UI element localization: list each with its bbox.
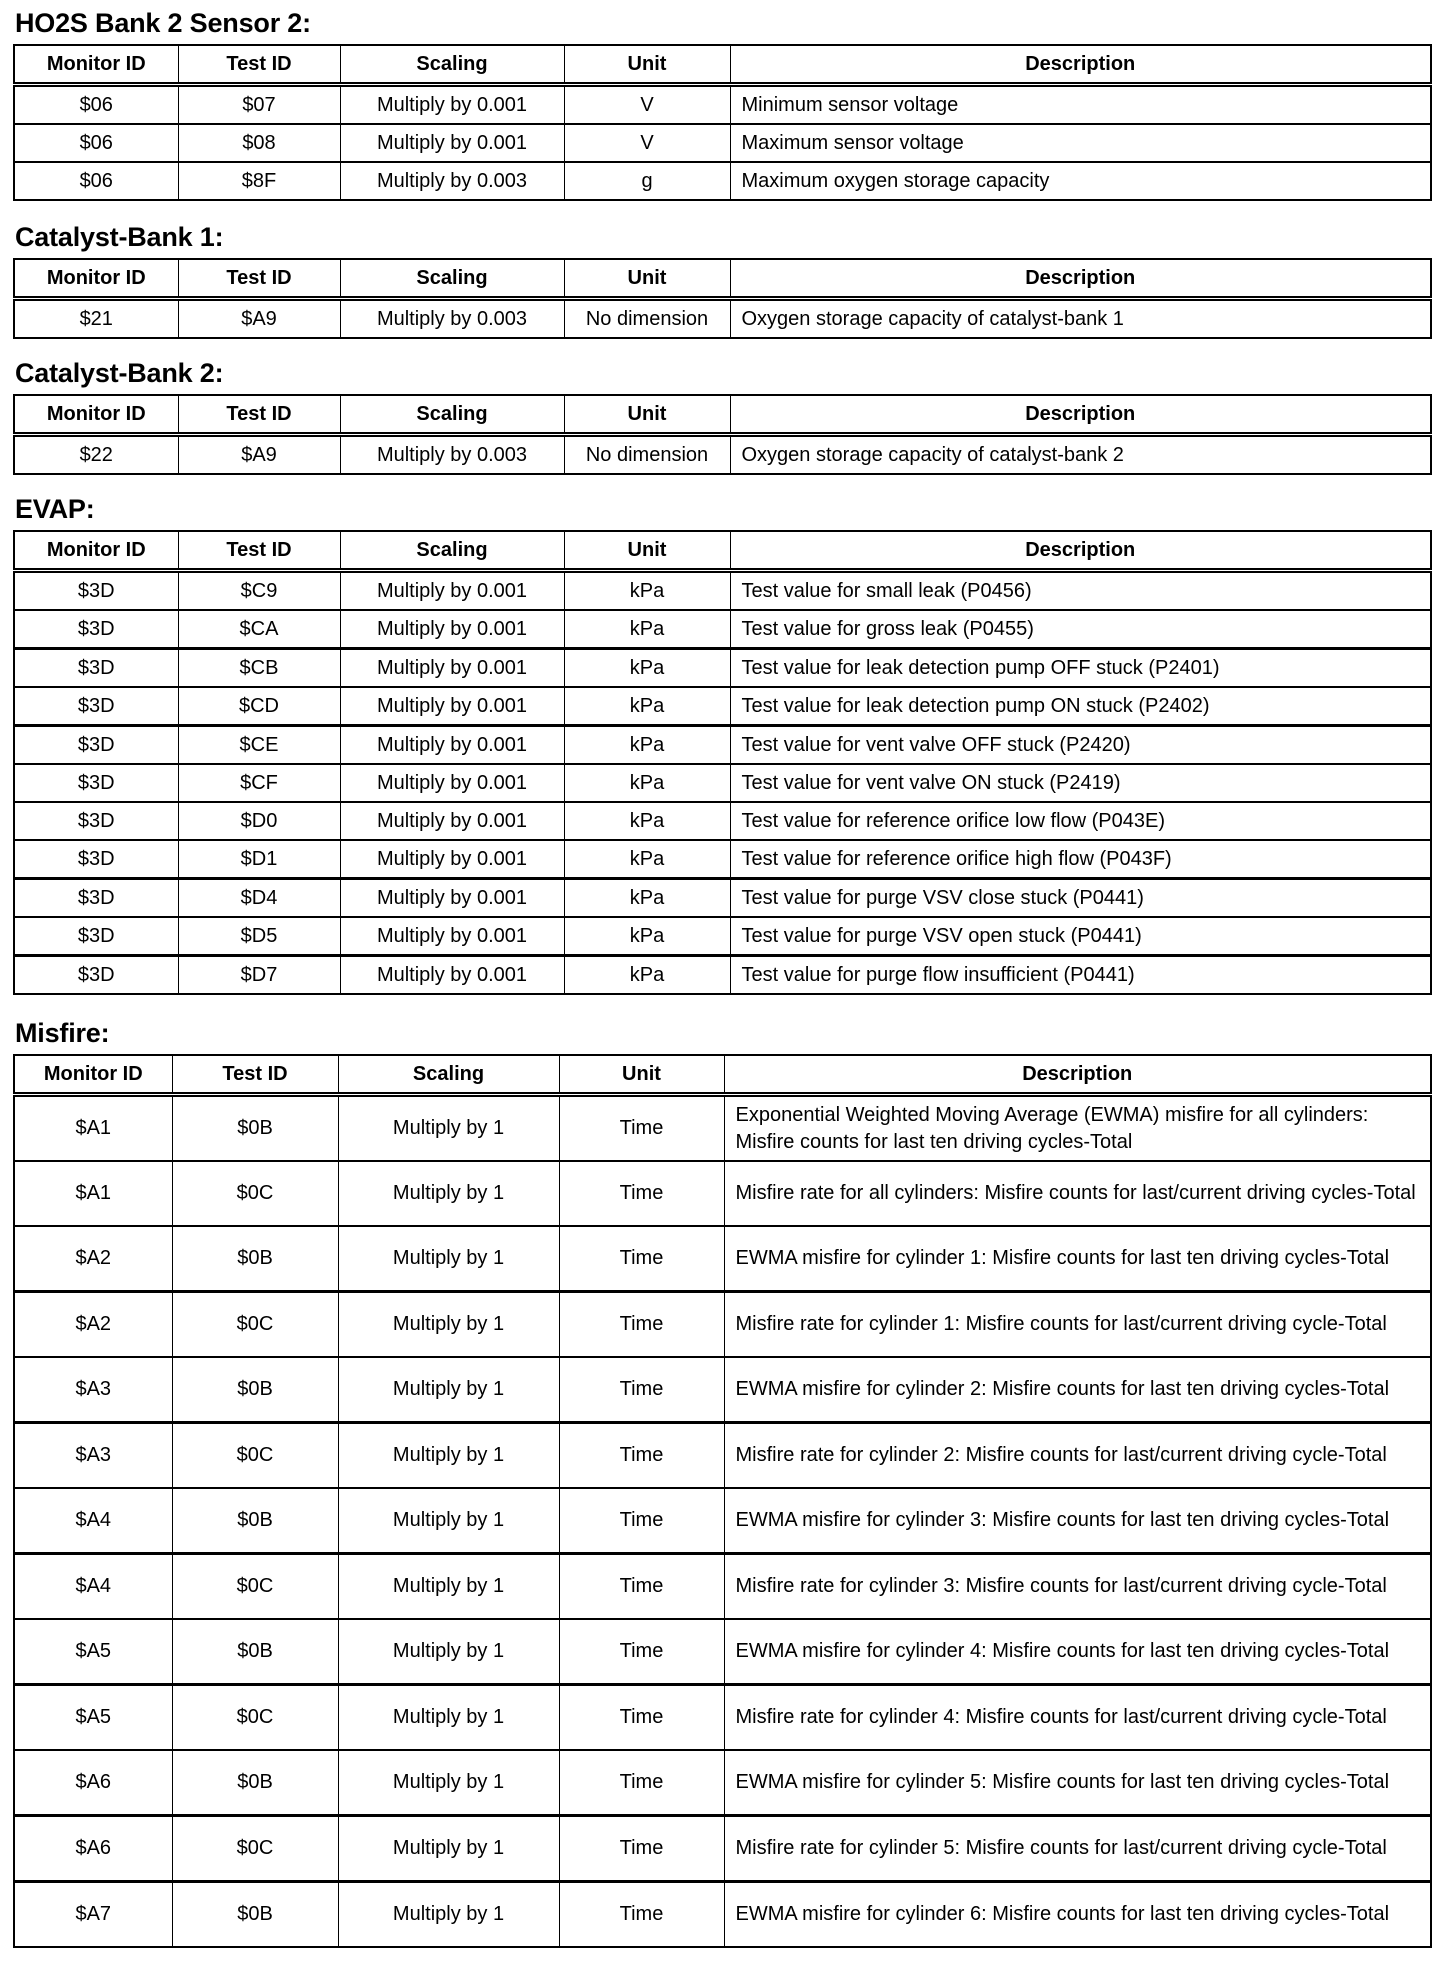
column-header-description: Description: [730, 395, 1431, 435]
cell-test-id: $0B: [172, 1882, 338, 1948]
monitor-test-table: [13, 394, 1432, 475]
section-title: Misfire:: [15, 1018, 110, 1048]
cell-test-id: $CF: [178, 764, 340, 802]
cell-unit: Time: [559, 1357, 724, 1423]
cell-description: Test value for purge VSV open stuck (P0441): [730, 917, 1431, 956]
cell-monitor-id: $A2: [14, 1226, 172, 1292]
cell-scaling: Multiply by 1: [338, 1750, 559, 1816]
table-row: [14, 1357, 1431, 1423]
cell-test-id: $CD: [178, 687, 340, 726]
cell-description: Misfire rate for all cylinders: Misfire counts for last/current driving cycles-Total: [724, 1161, 1431, 1226]
cell-description: Exponential Weighted Moving Average (EWMA) misfire for all cylinders: Misfire counts for last ten driving cycles-Total: [724, 1095, 1431, 1162]
cell-unit: g: [564, 162, 730, 200]
table-header-row: [14, 45, 1431, 85]
cell-unit: kPa: [564, 610, 730, 649]
cell-scaling: Multiply by 0.001: [340, 764, 564, 802]
cell-monitor-id: $06: [14, 124, 178, 162]
cell-description: EWMA misfire for cylinder 2: Misfire counts for last ten driving cycles-Total: [724, 1357, 1431, 1423]
cell-monitor-id: $3D: [14, 687, 178, 726]
cell-description: Test value for vent valve ON stuck (P2419): [730, 764, 1431, 802]
table-row: [14, 802, 1431, 840]
cell-test-id: $D4: [178, 879, 340, 918]
cell-monitor-id: $3D: [14, 879, 178, 918]
column-header-test-id: Test ID: [178, 531, 340, 571]
table-row: [14, 1226, 1431, 1292]
cell-unit: Time: [559, 1292, 724, 1358]
table-row: [14, 879, 1431, 918]
table-row: [14, 571, 1431, 611]
table-row: [14, 1750, 1431, 1816]
table-row: [14, 1554, 1431, 1620]
cell-scaling: Multiply by 0.001: [340, 917, 564, 956]
cell-test-id: $0C: [172, 1685, 338, 1751]
section-title: Catalyst-Bank 1:: [15, 222, 224, 252]
cell-monitor-id: $3D: [14, 726, 178, 765]
column-header-unit: Unit: [564, 45, 730, 85]
column-header-unit: Unit: [564, 395, 730, 435]
section-title: Catalyst-Bank 2:: [15, 358, 224, 388]
monitor-test-table: [13, 530, 1432, 995]
cell-test-id: $08: [178, 124, 340, 162]
cell-scaling: Multiply by 0.001: [340, 956, 564, 995]
column-header-description: Description: [730, 45, 1431, 85]
cell-test-id: $0B: [172, 1488, 338, 1554]
monitor-test-table: [13, 44, 1432, 201]
table-row: [14, 85, 1431, 125]
table-row: [14, 1095, 1431, 1162]
cell-scaling: Multiply by 1: [338, 1292, 559, 1358]
table-row: [14, 1161, 1431, 1226]
cell-monitor-id: $22: [14, 435, 178, 475]
cell-monitor-id: $A2: [14, 1292, 172, 1358]
table-row: [14, 687, 1431, 726]
cell-unit: kPa: [564, 956, 730, 995]
table-row: [14, 1488, 1431, 1554]
cell-monitor-id: $3D: [14, 764, 178, 802]
cell-unit: Time: [559, 1488, 724, 1554]
cell-description: Test value for reference orifice low flow (P043E): [730, 802, 1431, 840]
cell-scaling: Multiply by 1: [338, 1095, 559, 1162]
column-header-test-id: Test ID: [178, 259, 340, 299]
column-header-scaling: Scaling: [338, 1055, 559, 1095]
cell-description: Test value for small leak (P0456): [730, 571, 1431, 611]
cell-scaling: Multiply by 1: [338, 1619, 559, 1685]
cell-description: Test value for reference orifice high flow (P043F): [730, 840, 1431, 879]
cell-scaling: Multiply by 0.001: [340, 610, 564, 649]
section-ho2s-bank2-sensor2: [13, 8, 1430, 201]
cell-description: Misfire rate for cylinder 5: Misfire counts for last/current driving cycle-Total: [724, 1816, 1431, 1882]
cell-description: Test value for purge VSV close stuck (P0441): [730, 879, 1431, 918]
table-row: [14, 1685, 1431, 1751]
cell-monitor-id: $A6: [14, 1816, 172, 1882]
section-title: HO2S Bank 2 Sensor 2:: [15, 8, 311, 38]
cell-test-id: $0C: [172, 1816, 338, 1882]
cell-monitor-id: $06: [14, 162, 178, 200]
cell-unit: Time: [559, 1554, 724, 1620]
cell-test-id: $CB: [178, 649, 340, 688]
cell-scaling: Multiply by 0.001: [340, 687, 564, 726]
cell-monitor-id: $3D: [14, 571, 178, 611]
cell-description: Maximum sensor voltage: [730, 124, 1431, 162]
column-header-description: Description: [724, 1055, 1431, 1095]
cell-unit: Time: [559, 1095, 724, 1162]
cell-test-id: $0C: [172, 1161, 338, 1226]
cell-monitor-id: $A4: [14, 1488, 172, 1554]
column-header-unit: Unit: [559, 1055, 724, 1095]
cell-scaling: Multiply by 0.001: [340, 726, 564, 765]
table-row: [14, 764, 1431, 802]
cell-test-id: $C9: [178, 571, 340, 611]
cell-monitor-id: $A1: [14, 1095, 172, 1162]
cell-scaling: Multiply by 1: [338, 1816, 559, 1882]
cell-description: Minimum sensor voltage: [730, 85, 1431, 125]
cell-test-id: $0C: [172, 1423, 338, 1489]
cell-test-id: $0B: [172, 1619, 338, 1685]
column-header-monitor-id: Monitor ID: [14, 531, 178, 571]
cell-description: EWMA misfire for cylinder 3: Misfire counts for last ten driving cycles-Total: [724, 1488, 1431, 1554]
table-row: [14, 1882, 1431, 1948]
table-header-row: [14, 259, 1431, 299]
cell-unit: Time: [559, 1226, 724, 1292]
cell-description: Misfire rate for cylinder 4: Misfire counts for last/current driving cycle-Total: [724, 1685, 1431, 1751]
column-header-scaling: Scaling: [340, 395, 564, 435]
cell-scaling: Multiply by 0.001: [340, 124, 564, 162]
table-row: [14, 956, 1431, 995]
cell-description: Misfire rate for cylinder 3: Misfire counts for last/current driving cycle-Total: [724, 1554, 1431, 1620]
cell-test-id: $CA: [178, 610, 340, 649]
section-misfire: [13, 1018, 1430, 1948]
cell-monitor-id: $3D: [14, 956, 178, 995]
cell-unit: Time: [559, 1882, 724, 1948]
cell-unit: kPa: [564, 764, 730, 802]
table-header-row: [14, 395, 1431, 435]
cell-unit: No dimension: [564, 435, 730, 475]
table-row: [14, 840, 1431, 879]
table-row: [14, 124, 1431, 162]
table-row: [14, 162, 1431, 200]
cell-unit: Time: [559, 1750, 724, 1816]
cell-scaling: Multiply by 1: [338, 1882, 559, 1948]
column-header-unit: Unit: [564, 259, 730, 299]
cell-test-id: $0B: [172, 1226, 338, 1292]
cell-description: EWMA misfire for cylinder 4: Misfire counts for last ten driving cycles-Total: [724, 1619, 1431, 1685]
cell-test-id: $8F: [178, 162, 340, 200]
cell-unit: Time: [559, 1161, 724, 1226]
cell-scaling: Multiply by 1: [338, 1554, 559, 1620]
cell-test-id: $0B: [172, 1357, 338, 1423]
cell-description: Misfire rate for cylinder 2: Misfire counts for last/current driving cycle-Total: [724, 1423, 1431, 1489]
cell-test-id: $07: [178, 85, 340, 125]
cell-unit: Time: [559, 1423, 724, 1489]
cell-unit: kPa: [564, 687, 730, 726]
column-header-monitor-id: Monitor ID: [14, 395, 178, 435]
cell-description: Test value for leak detection pump OFF stuck (P2401): [730, 649, 1431, 688]
cell-test-id: $CE: [178, 726, 340, 765]
cell-test-id: $0B: [172, 1750, 338, 1816]
table-row: [14, 917, 1431, 956]
cell-monitor-id: $3D: [14, 649, 178, 688]
column-header-unit: Unit: [564, 531, 730, 571]
cell-scaling: Multiply by 0.001: [340, 649, 564, 688]
cell-scaling: Multiply by 1: [338, 1357, 559, 1423]
cell-test-id: $A9: [178, 299, 340, 339]
cell-monitor-id: $A5: [14, 1619, 172, 1685]
cell-test-id: $D0: [178, 802, 340, 840]
table-row: [14, 649, 1431, 688]
cell-description: EWMA misfire for cylinder 6: Misfire counts for last ten driving cycles-Total: [724, 1882, 1431, 1948]
cell-unit: V: [564, 124, 730, 162]
cell-test-id: $D7: [178, 956, 340, 995]
column-header-description: Description: [730, 531, 1431, 571]
cell-unit: No dimension: [564, 299, 730, 339]
section-catalyst-bank2: [13, 358, 1430, 475]
cell-monitor-id: $3D: [14, 840, 178, 879]
cell-unit: kPa: [564, 571, 730, 611]
table-row: [14, 726, 1431, 765]
table-header-row: [14, 1055, 1431, 1095]
cell-scaling: Multiply by 0.001: [340, 571, 564, 611]
table-row: [14, 1816, 1431, 1882]
cell-test-id: $D1: [178, 840, 340, 879]
cell-monitor-id: $3D: [14, 802, 178, 840]
column-header-test-id: Test ID: [178, 45, 340, 85]
table-row: [14, 299, 1431, 339]
cell-monitor-id: $3D: [14, 917, 178, 956]
cell-description: Test value for vent valve OFF stuck (P2420): [730, 726, 1431, 765]
table-row: [14, 1292, 1431, 1358]
section-title: EVAP:: [15, 494, 95, 524]
cell-description: Test value for leak detection pump ON stuck (P2402): [730, 687, 1431, 726]
cell-unit: kPa: [564, 726, 730, 765]
cell-test-id: $0C: [172, 1292, 338, 1358]
cell-scaling: Multiply by 0.003: [340, 435, 564, 475]
table-header-row: [14, 531, 1431, 571]
section-catalyst-bank1: [13, 222, 1430, 339]
cell-monitor-id: $A4: [14, 1554, 172, 1620]
cell-unit: kPa: [564, 649, 730, 688]
column-header-scaling: Scaling: [340, 259, 564, 299]
cell-monitor-id: $A3: [14, 1423, 172, 1489]
cell-scaling: Multiply by 0.003: [340, 299, 564, 339]
cell-test-id: $0C: [172, 1554, 338, 1620]
cell-description: Oxygen storage capacity of catalyst-bank 2: [730, 435, 1431, 475]
column-header-scaling: Scaling: [340, 45, 564, 85]
cell-monitor-id: $A6: [14, 1750, 172, 1816]
cell-monitor-id: $06: [14, 85, 178, 125]
cell-unit: kPa: [564, 917, 730, 956]
column-header-test-id: Test ID: [178, 395, 340, 435]
cell-description: EWMA misfire for cylinder 1: Misfire counts for last ten driving cycles-Total: [724, 1226, 1431, 1292]
cell-monitor-id: $A7: [14, 1882, 172, 1948]
column-header-monitor-id: Monitor ID: [14, 45, 178, 85]
cell-description: Maximum oxygen storage capacity: [730, 162, 1431, 200]
monitor-test-table: [13, 1054, 1432, 1948]
column-header-monitor-id: Monitor ID: [14, 259, 178, 299]
table-row: [14, 1423, 1431, 1489]
cell-scaling: Multiply by 0.001: [340, 879, 564, 918]
cell-description: Oxygen storage capacity of catalyst-bank 1: [730, 299, 1431, 339]
cell-scaling: Multiply by 1: [338, 1226, 559, 1292]
table-row: [14, 435, 1431, 475]
cell-unit: Time: [559, 1619, 724, 1685]
cell-unit: Time: [559, 1685, 724, 1751]
cell-unit: kPa: [564, 840, 730, 879]
cell-description: Test value for gross leak (P0455): [730, 610, 1431, 649]
cell-description: EWMA misfire for cylinder 5: Misfire counts for last ten driving cycles-Total: [724, 1750, 1431, 1816]
cell-unit: kPa: [564, 802, 730, 840]
cell-monitor-id: $21: [14, 299, 178, 339]
section-evap: [13, 494, 1430, 995]
monitor-test-table: [13, 258, 1432, 339]
table-row: [14, 610, 1431, 649]
cell-scaling: Multiply by 0.001: [340, 802, 564, 840]
cell-scaling: Multiply by 1: [338, 1161, 559, 1226]
cell-unit: kPa: [564, 879, 730, 918]
cell-monitor-id: $A5: [14, 1685, 172, 1751]
cell-scaling: Multiply by 0.001: [340, 85, 564, 125]
cell-test-id: $0B: [172, 1095, 338, 1162]
cell-unit: Time: [559, 1816, 724, 1882]
cell-scaling: Multiply by 1: [338, 1685, 559, 1751]
cell-scaling: Multiply by 0.001: [340, 840, 564, 879]
cell-unit: V: [564, 85, 730, 125]
cell-scaling: Multiply by 0.003: [340, 162, 564, 200]
cell-monitor-id: $A3: [14, 1357, 172, 1423]
column-header-description: Description: [730, 259, 1431, 299]
column-header-scaling: Scaling: [340, 531, 564, 571]
cell-monitor-id: $A1: [14, 1161, 172, 1226]
column-header-monitor-id: Monitor ID: [14, 1055, 172, 1095]
cell-description: Test value for purge flow insufficient (P0441): [730, 956, 1431, 995]
cell-monitor-id: $3D: [14, 610, 178, 649]
cell-scaling: Multiply by 1: [338, 1423, 559, 1489]
cell-test-id: $D5: [178, 917, 340, 956]
cell-scaling: Multiply by 1: [338, 1488, 559, 1554]
column-header-test-id: Test ID: [172, 1055, 338, 1095]
cell-test-id: $A9: [178, 435, 340, 475]
cell-description: Misfire rate for cylinder 1: Misfire counts for last/current driving cycle-Total: [724, 1292, 1431, 1358]
table-row: [14, 1619, 1431, 1685]
